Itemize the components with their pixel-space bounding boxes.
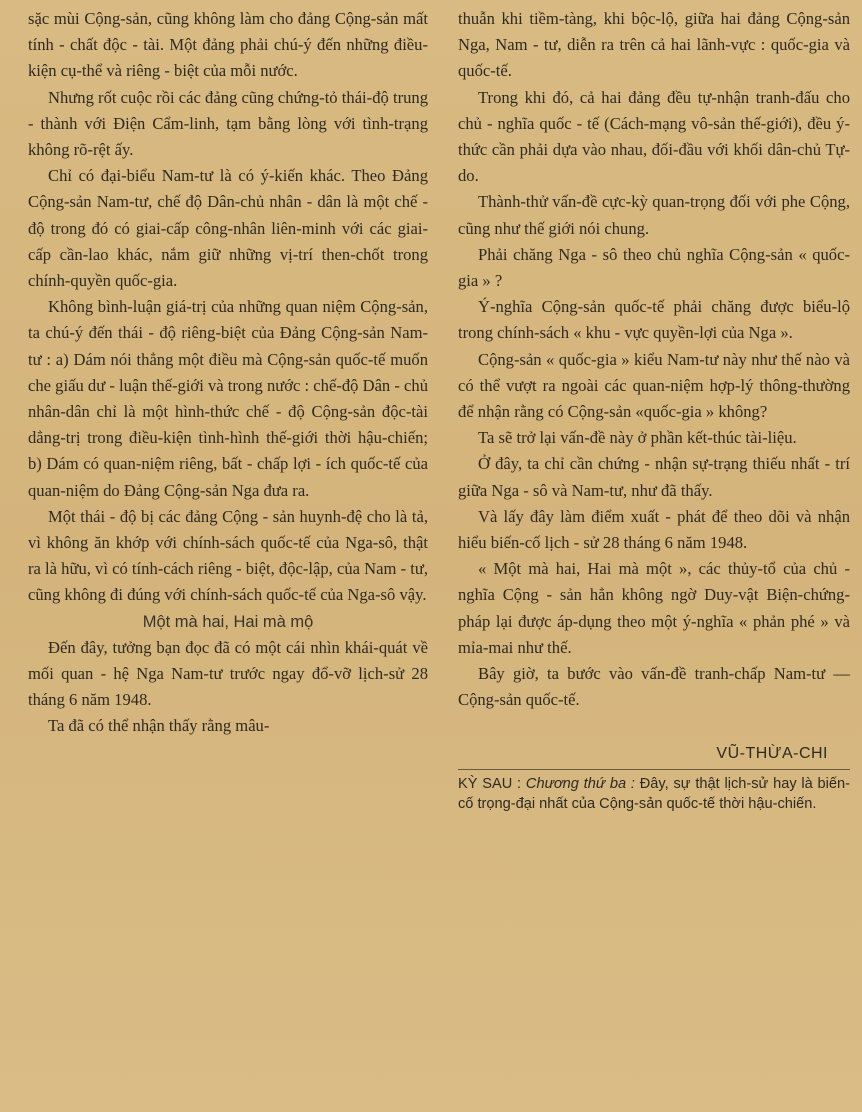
left-column [28, 6, 428, 1112]
section-subheading: Một mà hai, Hai mà mộ [142, 612, 314, 631]
paragraph: Nhưng rốt cuộc rồi các đảng cũng chứng-tỏ thái-độ trung - thành với Điện Cẩm-linh, tạm bằng lòng với tình-trạng không rõ-rệt ấy. [28, 87, 428, 160]
paragraph: Ta sẽ trở lại vấn-đề này ở phần kết-thúc tài-liệu. [478, 428, 797, 448]
next-issue-lead: KỲ SAU : [458, 776, 522, 793]
paragraph: Không bình-luận giá-trị của những quan niệm Cộng-sản, ta chú-ý đến thái - độ riêng-biệt của Đảng Cộng-sản Nam-tư : a) Dám nói thẳng một điều mà Cộng-sản quốc-tế muốn che giấu dư - luận thế-giới và trong nước : chế-độ Dân - chủ nhân-dân chỉ là một hình-thức chế - độ Cộng-sản độc-tài dẳng-trị trong điều-kiện tình-hình thế-giới thời hậu-chiến; b) Dám có quan-niệm riêng, bất - chấp lợi - ích quốc-tế của quan-niệm do Đảng Cộng-sản Nga đưa ra. [28, 297, 429, 500]
paragraph: Cộng-sản « quốc-gia » kiểu Nam-tư này như thế nào và có thể vượt ra ngoài các quan-niệm hợp-lý thông-thường để nhận rằng có Cộng-sản «quốc-gia » không? [458, 349, 850, 422]
paragraph: Phải chăng Nga - sô theo chủ nghĩa Cộng-sản « quốc-gia » ? [458, 244, 850, 291]
paragraph: Ở đây, ta chỉ cần chứng - nhận sự-trạng thiếu nhất - trí giữa Nga - sô và Nam-tư, như đã thấy. [458, 454, 850, 500]
paragraph: Ý-nghĩa Cộng-sản quốc-tế phải chăng được biểu-lộ trong chính-sách « khu - vực quyền-lợi của Nga ». [458, 297, 850, 343]
paragraph: thuẫn khi tiềm-tàng, khi bộc-lộ, giữa hai đảng Cộng-sản Nga, Nam - tư, diễn ra trên cả hai lãnh-vực : quốc-gia và quốc-tế. [458, 9, 850, 81]
paragraph: « Một mà hai, Hai mà một », các thủy-tổ của chủ - nghĩa Cộng - sản hẳn không ngờ Duy-vật Biện-chứng-pháp lại được áp-dụng theo một ý-nghĩa « phản phé » và mỉa-mai như thế. [458, 559, 850, 657]
author-name: VŨ-THỪA-CHI [716, 745, 828, 763]
paragraph: sặc mùi Cộng-sản, cũng không làm cho đảng Cộng-sản mất tính - chất độc - tài. Một đảng phải chú-ý đến những điều-kiện cụ-thể và riêng - biệt của mỗi nước. [28, 9, 428, 81]
left-paragraphs-after [28, 635, 428, 740]
paragraph: Và lấy đây làm điểm xuất - phát để theo dõi và nhận hiểu biến-cố lịch - sử 28 tháng 6 năm 1948. [458, 506, 850, 553]
next-issue-box [458, 769, 850, 814]
paragraph: Bây giờ, ta bước vào vấn-đề tranh-chấp Nam-tư — Cộng-sản quốc-tế. [458, 664, 850, 710]
right-paragraphs [458, 6, 850, 713]
next-issue-text: Đây, sự thật lịch-sử hay là biến-cố trọng-đại nhất của Cộng-sản quốc-tế thời hậu-chiến. [458, 776, 851, 813]
paragraph: Thành-thử vấn-đề cực-kỳ quan-trọng đối với phe Cộng, cũng như thế giới nói chung. [458, 192, 850, 238]
next-issue-chapter: Chương thứ ba : [525, 776, 635, 793]
paragraph: Chỉ có đại-biểu Nam-tư là có ý-kiến khác. Theo Đảng Cộng-sản Nam-tư, chế độ Dân-chủ nhân - dân là một chế - độ trong đó có giai-cấp công-nhân liên-minh với các giai-cấp cần-lao khác, nắm giữ những vị-trí then-chốt trong chính-quyền quốc-gia. [28, 166, 428, 291]
paragraph: Trong khi đó, cả hai đảng đều tự-nhận tranh-đấu cho chủ - nghĩa quốc - tế (Cách-mạng vô-sản thế-giới), đều ý-thức cần phải dựa vào nhau, đối-đầu với khối dân-chủ Tự-do. [458, 87, 850, 186]
left-paragraphs [28, 6, 428, 609]
paragraph: Đến đây, tưởng bạn đọc đã có một cái nhìn khái-quát về mối quan - hệ Nga Nam-tư trước ngay đổ-vỡ lịch-sử 28 tháng 6 năm 1948. [28, 637, 428, 710]
right-column [458, 6, 850, 1112]
paragraph: Ta đã có thể nhận thấy rằng mâu- [48, 716, 270, 736]
paragraph: Một thái - độ bị các đảng Cộng - sản huynh-đệ cho là tả, vì không ăn khớp với chính-sách quốc-tế của Nga-sô, thật ra là hữu, vì có tính-cách riêng - biệt, độc-lập, của Nam - tư, cũng không đi đúng với chính-sách quốc-tế của Nga-sô vậy. [28, 506, 428, 605]
